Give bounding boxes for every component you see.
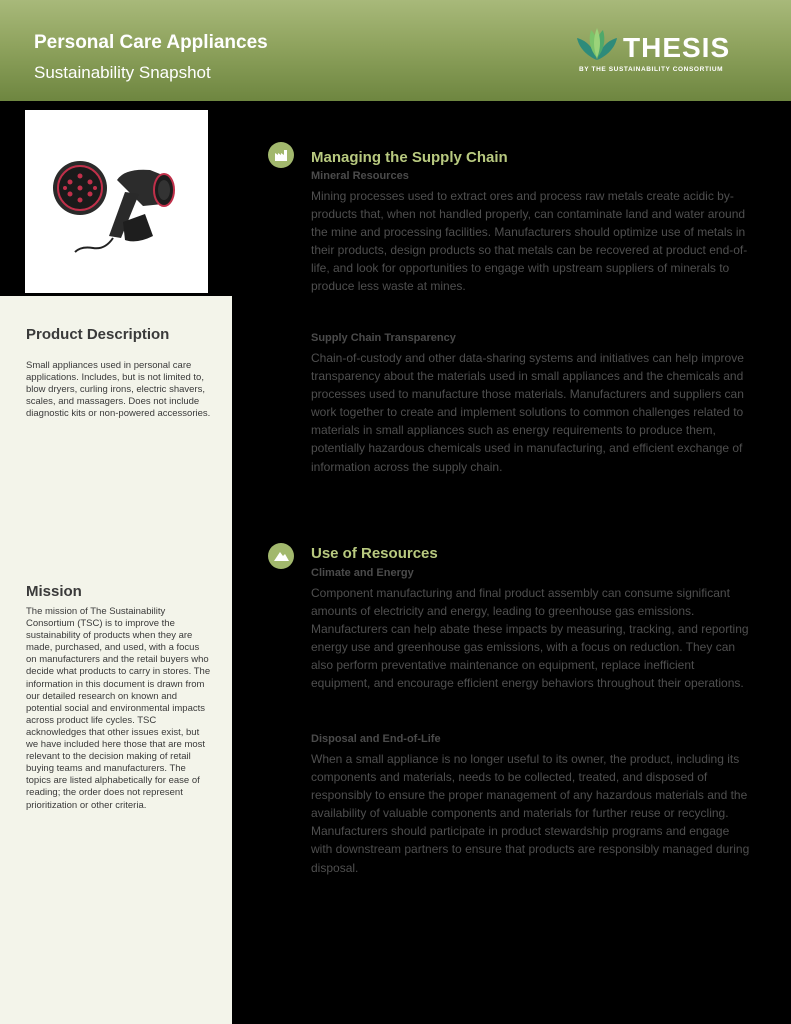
factory-icon	[268, 142, 294, 168]
thesis-logo	[575, 26, 755, 76]
page-header	[0, 0, 791, 101]
product-description-heading: Product Description	[26, 326, 170, 343]
mountain-icon	[268, 543, 294, 569]
document-title: Personal Care Appliances	[34, 32, 268, 53]
leaf-logo-icon	[575, 26, 619, 62]
section-heading-use-of-resources: Use of Resources	[311, 545, 438, 562]
mineral-resources-text: Mining processes used to extract ores and process raw metals create acidic by-products that, when not handled properly, can contaminate land and water around the mine and processing facilities. Manufacturers should optimize use of metals in their products, design products so that metals can be recovered at product end-of-life, and look for opportunities to engage with upstream suppliers of minerals to produce less waste at mines.	[311, 189, 748, 294]
mission-heading: Mission	[26, 583, 82, 600]
logo-wordmark: THESIS	[623, 32, 731, 63]
hair-dryer-image	[25, 110, 208, 293]
disposal-text: When a small appliance is no longer useful to its owner, the product, including its components and materials, needs to be collected, treated, and disposed of responsibly to ensure the proper management of any hazardous materials and the availability of valuable components and materials for further reuse or recycling. Manufacturers should participate in product stewardship programs and engage with downstream partners to ensure that products are responsibly managed during disposal.	[311, 752, 750, 875]
product-description-text: Small appliances used in personal care applications. Includes, but is not limited to, blow dryers, curling irons, electric shavers, scales, and massagers. Does not include diagnostic kits or non-powered accessories.	[26, 360, 211, 420]
subsection-heading-mineral-resources: Mineral Resources	[311, 170, 409, 182]
subsection-heading-disposal: Disposal and End-of-Life	[311, 733, 441, 745]
subsection-heading-supply-chain-transparency: Supply Chain Transparency	[311, 332, 456, 344]
subsection-heading-climate-energy: Climate and Energy	[311, 567, 414, 579]
logo-tagline: BY THE SUSTAINABILITY CONSORTIUM	[579, 66, 724, 73]
document-subtitle: Sustainability Snapshot	[34, 63, 211, 82]
climate-energy-text: Component manufacturing and final product assembly can consume significant amounts of electricity and energy, leading to greenhouse gas emissions. Manufacturers can help abate these impacts by measuring, tracking, and reporting energy use and greenhouse gas emissions, with a focus on reduction. They can also perform preventative maintenance on equipment, replace inefficient equipment, and encourage efficient energy behaviors throughout their operations.	[311, 586, 749, 691]
section-heading-supply-chain: Managing the Supply Chain	[311, 149, 508, 166]
mission-text: The mission of The Sustainability Consortium (TSC) is to improve the sustainability of products when they are made, purchased, and used, with a focus on manufacturers and the retail buyers who decide what products to carry in stores. The information in this document is drawn from our detailed research on known and potential social and environmental impacts across product life cycles. TSC acknowledges that other issues exist, but we have included here those that are most relevant to the decision making of retail buying teams and manufacturers. The topics are listed alphabetically for ease of reading; the order does not represent prioritization or other criteria.	[26, 606, 211, 811]
product-photo	[25, 110, 208, 293]
sidebar	[0, 296, 232, 1024]
supply-chain-transparency-text: Chain-of-custody and other data-sharing systems and initiatives can help improve transparency about the materials used in small appliances and the chemicals and processes used to manufacture those materials. Manufacturers and suppliers can work together to create and implement solutions to common challenges related to materials in small appliances such as energy requirements to produce them, potentially hazardous chemicals used in manufacturing, and efficient exchange of information across the supply chain.	[311, 351, 744, 474]
